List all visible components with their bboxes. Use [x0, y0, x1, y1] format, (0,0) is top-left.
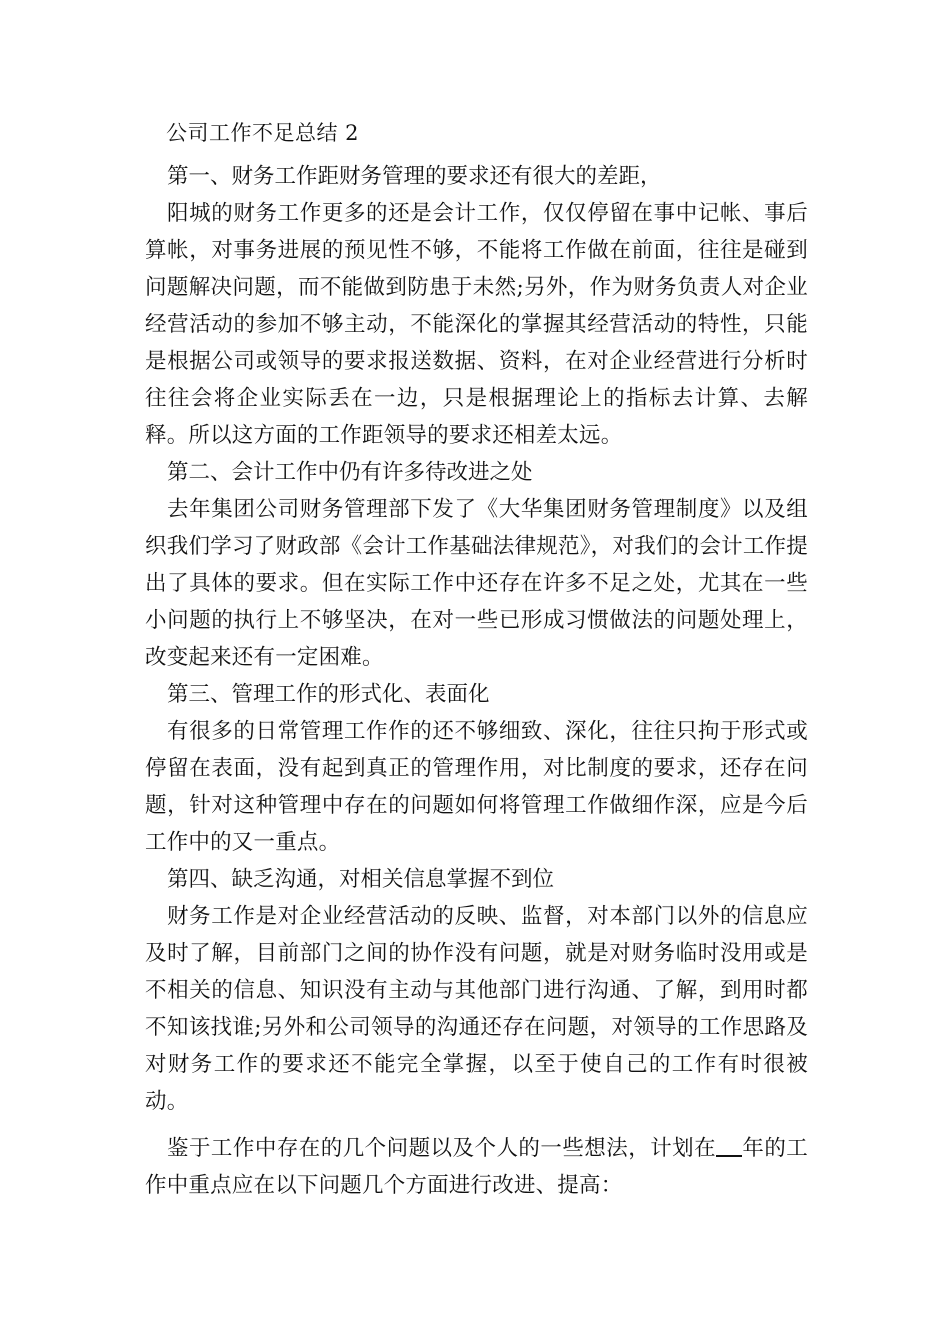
section-heading-3: 第三、管理工作的形式化、表面化: [167, 682, 490, 707]
document-body: [145, 158, 808, 1204]
closing-text-after-blank: 年的工作中重点应在以下问题几个方面进行改进、提高：: [145, 1136, 808, 1198]
closing-text-before-blank: 鉴于工作中存在的几个问题以及个人的一些想法，计划在: [167, 1136, 717, 1161]
section-heading-1: 第一、财务工作距财务管理的要求还有很大的差距，: [167, 164, 662, 189]
section-paragraph-2: 去年集团公司财务管理部下发了《大华集团财务管理制度》以及组织我们学习了财政部《会计工作基础法律规范》，对我们的会计工作提出了具体的要求。但在实际工作中还存在许多不足之处，尤其在一些小问题的执行上不够坚决，在对一些已形成习惯做法的问题处理上，改变起来还有一定困难。: [145, 497, 808, 670]
section-paragraph-4: 财务工作是对企业经营活动的反映、监督，对本部门以外的信息应及时了解，目前部门之间的协作没有问题，就是对财务临时没用或是不相关的信息、知识没有主动与其他部门进行沟通、了解，到用时都不知该找谁;另外和公司领导的沟通还存在问题，对领导的工作思路及对财务工作的要求还不能完全掌握，以至于使自己的工作有时很被动。: [145, 904, 808, 1114]
section-paragraph-1: 阳城的财务工作更多的还是会计工作，仅仅停留在事中记帐、事后算帐，对事务进展的预见性不够，不能将工作做在前面，往往是碰到问题解决问题，而不能做到防患于未然;另外，作为财务负责人对企业经营活动的参加不够主动，不能深化的掌握其经营活动的特性，只能是根据公司或领导的要求报送数据、资料，在对企业经营进行分析时往往会将企业实际丢在一边，只是根据理论上的指标去计算、去解释。所以这方面的工作距领导的要求还相差太远。: [145, 201, 808, 448]
section-heading-2: 第二、会计工作中仍有许多待改进之处: [167, 460, 533, 485]
closing-paragraph: [145, 1130, 808, 1204]
section-paragraph-3: 有很多的日常管理工作作的还不够细致、深化，往往只拘于形式或停留在表面，没有起到真正的管理作用，对比制度的要求，还存在问题，针对这种管理中存在的问题如何将管理工作做细作深，应是今后工作中的又一重点。: [145, 719, 808, 855]
year-blank: [716, 1137, 742, 1157]
document-title: 公司工作不足总结 2: [166, 121, 360, 145]
section-heading-4: 第四、缺乏沟通，对相关信息掌握不到位: [167, 867, 555, 892]
